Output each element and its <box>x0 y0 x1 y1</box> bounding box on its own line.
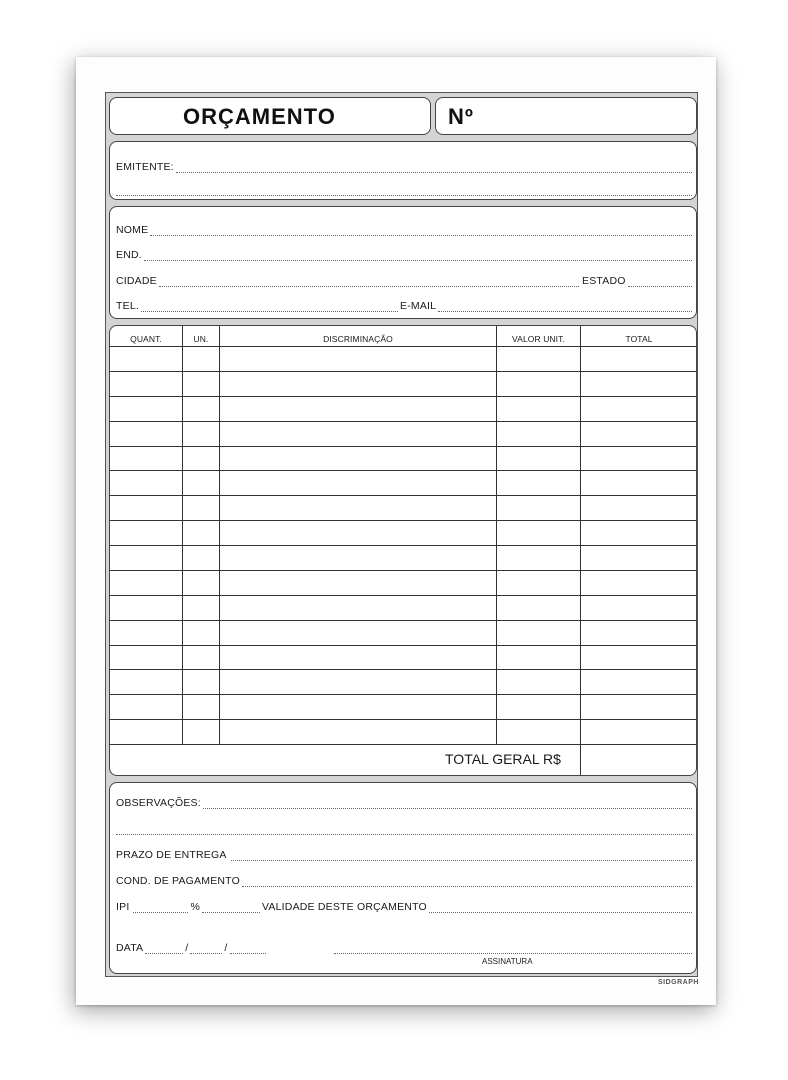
col-divider <box>496 326 497 744</box>
grand-total-value[interactable] <box>581 745 696 775</box>
table-row[interactable] <box>110 545 696 570</box>
issuer-line[interactable] <box>116 161 692 173</box>
ipi-validity-row[interactable] <box>116 901 692 913</box>
footer-box <box>109 782 697 974</box>
items-table <box>109 325 697 776</box>
issuer-label: EMITENTE: <box>116 161 174 173</box>
state-label: ESTADO <box>582 275 626 287</box>
col-header-description: DISCRIMINAÇÃO <box>323 334 393 344</box>
table-row[interactable] <box>110 520 696 545</box>
form-title: ORÇAMENTO <box>183 104 336 129</box>
address-field[interactable] <box>116 249 692 261</box>
col-header-quantity: QUANT. <box>130 334 162 344</box>
date-field[interactable] <box>116 942 286 954</box>
order-form-sheet <box>76 57 716 1005</box>
issuer-box <box>109 141 697 200</box>
table-row[interactable] <box>110 495 696 520</box>
table-row[interactable] <box>110 446 696 471</box>
title-box <box>109 97 431 135</box>
observations-line-2[interactable] <box>116 823 692 835</box>
col-header-unit-price: VALOR UNIT. <box>512 334 565 344</box>
issuer-line-2[interactable] <box>116 184 692 196</box>
table-row[interactable] <box>110 719 696 744</box>
table-row[interactable] <box>110 620 696 645</box>
table-row[interactable] <box>110 371 696 396</box>
address-label: END. <box>116 249 142 261</box>
ipi-label: IPI <box>116 901 130 913</box>
email-field[interactable] <box>400 300 692 312</box>
form-frame <box>105 92 698 977</box>
delivery-label: PRAZO DE ENTREGA <box>116 849 227 861</box>
table-row[interactable] <box>110 645 696 670</box>
city-label: CIDADE <box>116 275 157 287</box>
observations-label: OBSERVAÇÕES: <box>116 797 201 809</box>
phone-label: TEL. <box>116 300 139 312</box>
signature-line[interactable] <box>334 952 692 954</box>
client-box <box>109 206 697 319</box>
number-label: Nº <box>448 104 474 129</box>
grand-total-label: TOTAL GERAL R$ <box>445 751 561 767</box>
table-row[interactable] <box>110 570 696 595</box>
col-divider <box>580 326 581 775</box>
signature-label: ASSINATURA <box>482 957 533 966</box>
brand-logo: SIDGRAPH <box>658 979 699 986</box>
name-label: NOME <box>116 224 149 236</box>
observations-field[interactable] <box>116 797 692 809</box>
payment-label: COND. DE PAGAMENTO <box>116 875 240 887</box>
table-row[interactable] <box>110 421 696 446</box>
validity-label: VALIDADE DESTE ORÇAMENTO <box>262 901 427 913</box>
date-slash-1: / <box>185 942 189 954</box>
city-field[interactable] <box>116 275 579 287</box>
phone-field[interactable] <box>116 300 398 312</box>
col-header-unit: UN. <box>193 334 209 344</box>
col-divider <box>182 326 183 744</box>
col-header-total: TOTAL <box>625 334 653 344</box>
percent-sign: % <box>190 901 200 913</box>
payment-field[interactable] <box>116 875 692 887</box>
table-row[interactable] <box>110 470 696 495</box>
date-label: DATA <box>116 942 144 954</box>
table-row[interactable] <box>110 346 696 371</box>
email-label: E-MAIL <box>400 300 437 312</box>
name-field[interactable] <box>116 224 692 236</box>
state-field[interactable] <box>582 275 692 287</box>
date-slash-2: / <box>224 942 228 954</box>
table-row[interactable] <box>110 595 696 620</box>
table-row[interactable] <box>110 694 696 719</box>
col-divider <box>219 326 220 744</box>
delivery-field[interactable] <box>116 849 692 861</box>
number-box <box>435 97 697 135</box>
table-row[interactable] <box>110 396 696 421</box>
table-row[interactable] <box>110 669 696 694</box>
